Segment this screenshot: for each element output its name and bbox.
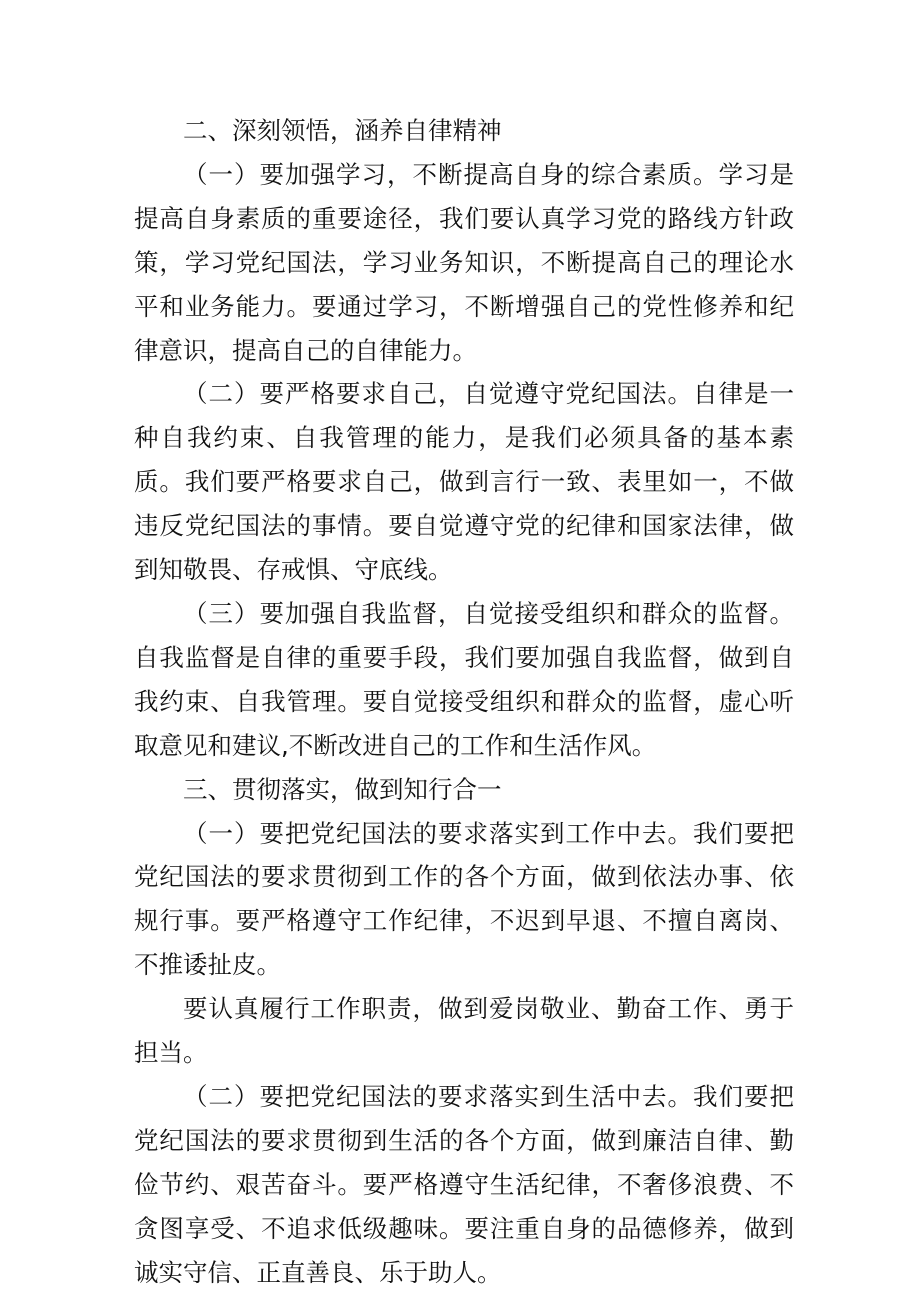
paragraph: （一）要把党纪国法的要求落实到工作中去。我们要把党纪国法的要求贯彻到工作的各个方面，做到依法办事、依规行事。要严格遵守工作纪律，不迟到早退、不擅自离岗、不推诿扯皮。: [134, 818, 794, 980]
document-body: [134, 109, 794, 1294]
paragraph: （一）要加强学习，不断提高自身的综合素质。学习是提高自身素质的重要途径，我们要认真学习党的路线方针政策，学习党纪国法，学习业务知识，不断提高自己的理论水平和业务能力。要通过学习，不断增强自己的党性修养和纪律意识，提高自己的自律能力。: [134, 159, 794, 365]
section-heading: 三、贯彻落实，做到知行合一: [183, 774, 502, 804]
paragraph: 要认真履行工作职责，做到爱岗敬业、勤奋工作、勇于担当。: [134, 994, 794, 1068]
paragraph: （二）要严格要求自己，自觉遵守党纪国法。自律是一种自我约束、自我管理的能力，是我们必须具备的基本素质。我们要严格要求自己，做到言行一致、表里如一，不做违反党纪国法的事情。要自觉遵守党的纪律和国家法律，做到知敬畏、存戒惧、守底线。: [134, 379, 794, 585]
paragraph: （二）要把党纪国法的要求落实到生活中去。我们要把党纪国法的要求贯彻到生活的各个方面，做到廉洁自律、勤俭节约、艰苦奋斗。要严格遵守生活纪律，不奢侈浪费、不贪图享受、不追求低级趣味。要注重自身的品德修养，做到诚实守信、正直善良、乐于助人。: [134, 1081, 794, 1287]
section-heading: 二、深刻领悟，涵养自律精神: [183, 116, 502, 145]
paragraph: （三）要加强自我监督，自觉接受组织和群众的监督。自我监督是自律的重要手段，我们要加强自我监督，做到自我约束、自我管理。要自觉接受组织和群众的监督，虚心听取意见和建议,不断改进自己的工作和生活作风。: [134, 598, 794, 760]
